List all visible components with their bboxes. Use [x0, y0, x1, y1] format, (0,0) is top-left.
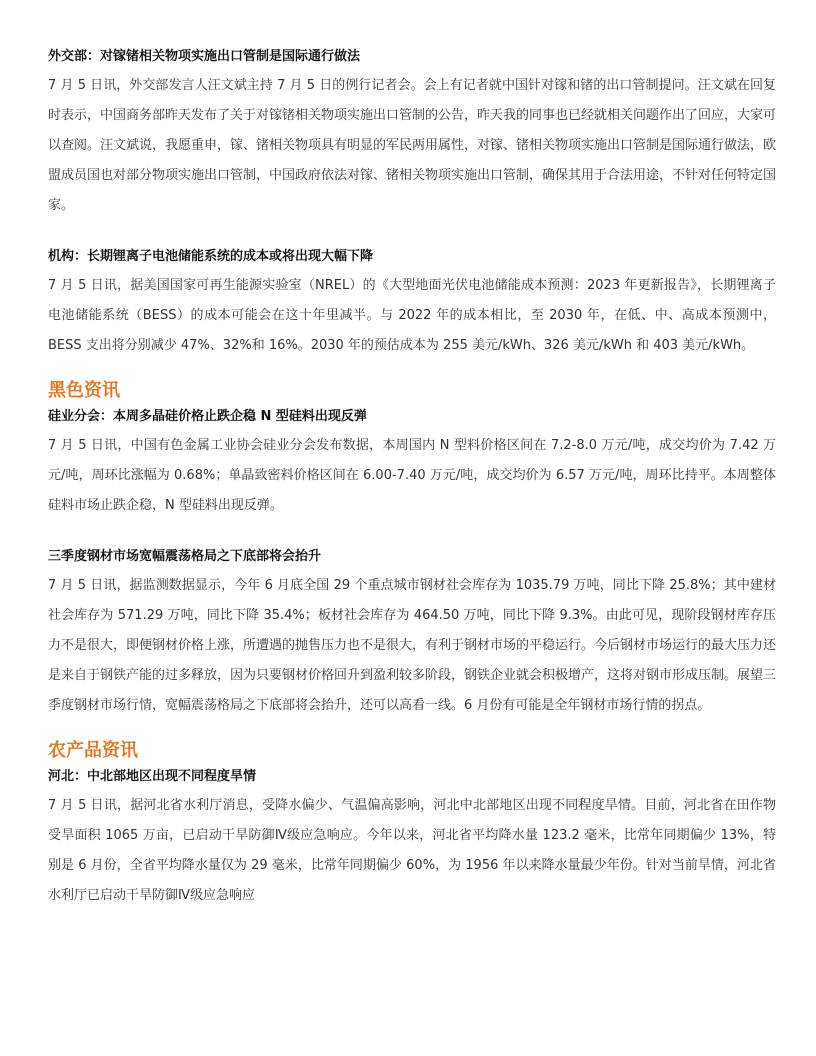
article-body: 7 月 5 日讯，据河北省水利厅消息，受降水偏少、气温偏高影响，河北中北部地区出现不同程度旱情。目前，河北省在田作物受旱面积 1065 万亩，已启动干旱防御Ⅳ级应急响应。今年以来，河北省平均降水量 123.2 毫米，比常年同期偏少 13%，特别是 6 月份，全省平均降水量仅为 29 毫米，比常年同期偏少 60%，为 1956 年以来降水量最少年份。针对当前旱情，河北省水利厅已启动干旱防御Ⅳ级应急响应: [48, 798, 776, 903]
article-polysilicon: [48, 407, 776, 521]
spacer: [48, 521, 776, 547]
section-heading-agri: 农产品资讯: [48, 740, 138, 761]
article-title: 三季度钢材市场宽幅震荡格局之下底部将会抬升: [48, 549, 322, 564]
article-body: 7 月 5 日讯，中国有色金属工业协会硅业分会发布数据，本周国内 N 型料价格区间在 7.2-8.0 万元/吨，成交均价为 7.42 万元/吨，周环比涨幅为 0.68%；单晶致密料价格区间在 6.00-7.40 万元/吨，成交均价为 6.57 万元/吨，周环比持平。本周整体硅料市场止跌企稳，N 型硅料出现反弹。: [48, 438, 776, 513]
section-heading-black: 黑色资讯: [48, 380, 120, 401]
article-title: 机构：长期锂离子电池储能系统的成本或将出现大幅下降: [48, 249, 374, 264]
article-title: 河北：中北部地区出现不同程度旱情: [48, 769, 257, 784]
article-title: 硅业分会：本周多晶硅价格止跌企稳 N 型硅料出现反弹: [48, 409, 367, 424]
article-body: 7 月 5 日讯，据监测数据显示，今年 6 月底全国 29 个重点城市钢材社会库存为 1035.79 万吨，同比下降 25.8%；其中建材社会库存为 571.29 万吨，同比下降 35.4%；板材社会库存为 464.50 万吨，同比下降 9.3%。由此可见，现阶段钢材库存压力不是很大，即便钢材价格上涨，所遭遇的抛售压力也不是很大，有利于钢材市场的平稳运行。今后钢材市场运行的最大压力还是来自于钢铁产能的过多释放，因为只要钢材价格回升到盈利较多阶段，钢铁企业就会积极增产，这将对钢市形成压制。展望三季度钢材市场行情，宽幅震荡格局之下底部将会抬升，还可以高看一线。6 月份有可能是全年钢材市场行情的拐点。: [48, 578, 777, 713]
article-body: 7 月 5 日讯，外交部发言人汪文斌主持 7 月 5 日的例行记者会。会上有记者就中国针对镓和锗的出口管制提问。汪文斌在回复时表示，中国商务部昨天发布了关于对镓锗相关物项实施出口管制的公告，昨天我的同事也已经就相关问题作出了回应，大家可以查阅。汪文斌说，我愿重申，镓、锗相关物项具有明显的军民两用属性，对镓、锗相关物项实施出口管制是国际通行做法，欧盟成员国也对部分物项实施出口管制，中国政府依法对镓、锗相关物项实施出口管制，确保其用于合法用途，不针对任何特定国家。: [48, 78, 777, 213]
article-hebei-drought: [48, 767, 776, 911]
spacer: [48, 361, 776, 375]
article-title: 外交部：对镓锗相关物项实施出口管制是国际通行做法: [48, 49, 361, 64]
article-gallium-germanium: [48, 47, 776, 221]
article-battery-storage-cost: [48, 247, 776, 361]
spacer: [48, 221, 776, 247]
article-body: 7 月 5 日讯，据美国国家可再生能源实验室（NREL）的《大型地面光伏电池储能成本预测：2023 年更新报告》，长期锂离子电池储能系统（BESS）的成本可能会在这十年里减半。与 2022 年的成本相比，至 2030 年，在低、中、高成本预测中，BESS 支出将分别减少 47%、32%和 16%。2030 年的预估成本为 255 美元/kWh、326 美元/kWh 和 403 美元/kWh。: [48, 278, 776, 353]
spacer: [48, 721, 776, 735]
article-steel-market: [48, 547, 776, 721]
